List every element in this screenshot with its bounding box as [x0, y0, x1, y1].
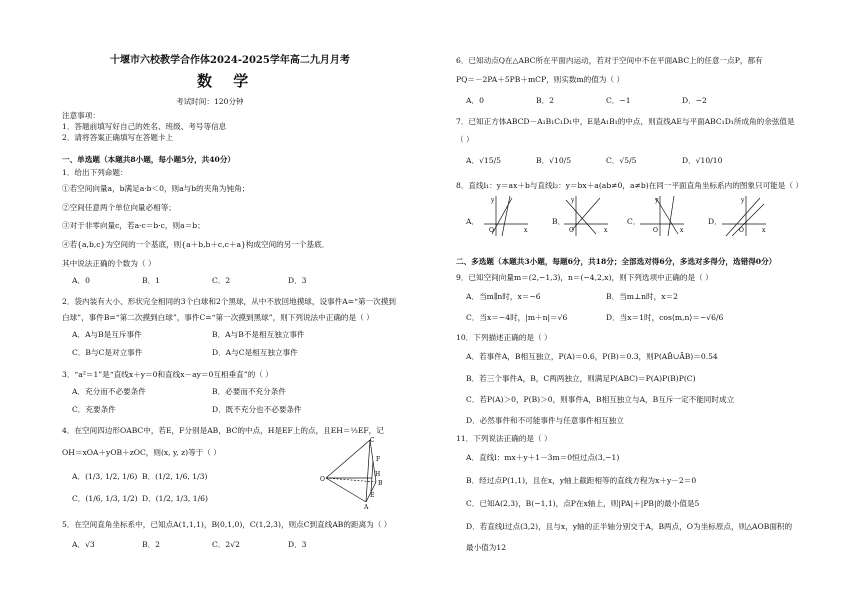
q5-option-d: D．3: [288, 540, 307, 549]
q4-option-a: A．(1/3, 1/2, 1/6): [72, 472, 138, 481]
q1-item: ①若空间向量a，b满足a·b＜0，则a与b的夹角为钝角；: [62, 184, 250, 193]
q7-option-a: A．√15/5: [466, 156, 501, 165]
q8-stem: 8．直线l₁：y＝ax＋b与直线l₂：y＝bx＋a(ab≠0，a≠b)在同一平面直角坐标系内的图象只可能是（ ）: [456, 181, 803, 190]
svg-text:x: x: [604, 227, 608, 234]
q11-option-c: C．已知A(2,3)，B(−1,1)，点P在x轴上，则|PA|＋|PB|的最小值是5: [466, 499, 700, 508]
q3-option-a: A．充分而不必要条件: [72, 387, 146, 396]
exam-time: 考试时间：120分钟: [176, 97, 244, 106]
q1-option-b: B．1: [142, 276, 161, 285]
q9-option-c: C．当x＝−4时，|m＋n|＝√6: [466, 313, 568, 322]
q4-option-d: D．(1/2, 1/3, 1/6): [142, 494, 208, 503]
svg-text:y: y: [491, 197, 495, 204]
q7-line: （ ）: [456, 135, 474, 144]
svg-text:O: O: [653, 227, 658, 234]
tetrahedron-figure: [320, 436, 396, 510]
figure-label-f: F: [376, 456, 381, 463]
q10-stem: 10．下列描述正确的是（ ）: [456, 333, 552, 342]
q1-option-a: A．0: [72, 276, 90, 285]
q11-option-a: A．直线l：mx＋y＋1－3m＝0恒过点(3,−1): [466, 453, 620, 462]
svg-text:y: y: [655, 197, 659, 204]
section-single-choice: 一、单选题（本题共8小题，每小题5分，共40分）: [62, 155, 236, 164]
q8-option-b: B．: [552, 217, 566, 226]
svg-text:x: x: [762, 227, 766, 234]
q1-item: ②空间任意两个单位向量必相等；: [62, 203, 176, 212]
q9-option-d: D．当x＝1时，cos⟨m,n⟩＝−√6/6: [606, 313, 724, 322]
q1-ask: 其中说法正确的个数为（ ）: [62, 259, 156, 268]
q5-stem: 5．在空间直角坐标系中，已知点A(1,1,1)，B(0,1,0)，C(1,2,3)，则点C到直线AB的距离为（ ）: [62, 520, 392, 529]
q5-option-a: A．√3: [72, 540, 95, 549]
q7-line: 7．已知正方体ABCD－A₁B₁C₁D₁中，E是A₁B₁的中点，则直线AE与平面ABC₁D₁所成角的余弦值是: [456, 117, 795, 126]
section-multi-choice: 二、多选题（本题共3小题，每题6分，共18分；全部选对得6分，多选对多得分，选错得0分）: [456, 257, 777, 266]
q5-option-c: C．2√2: [212, 540, 240, 549]
svg-text:y: y: [741, 197, 745, 204]
q2-line: 白球”，事件B=“第二次摸到白球”，事件C=“第一次摸到黑球”，则下列说法中正确的是（ ）: [62, 313, 374, 322]
q8-graph-b: [562, 194, 610, 238]
q11-option-d: D．若直线l过点(3,2)，且与x，y轴的正半轴分别交于A，B两点，O为坐标原点，则△AOB面积的: [466, 522, 793, 531]
note-item: 2．请将答案正确填写在答题卡上: [62, 133, 174, 142]
q6-line: PQ＝－2PA＋5PB＋mCP，则实数m的值为（ ）: [456, 75, 625, 84]
q8-graph-a: [482, 194, 530, 238]
q3-option-c: C．充要条件: [72, 405, 116, 414]
q9-option-a: A．当m∥n时，x＝−6: [466, 292, 541, 301]
q1-item: ④若{a,b,c}为空间的一个基底，则{a＋b,b＋c,c＋a}构成空间的另一个基底．: [62, 240, 330, 249]
right-column: [452, 0, 852, 608]
svg-text:O: O: [489, 227, 494, 234]
q8-option-a: A．: [466, 217, 480, 226]
svg-text:y: y: [571, 197, 575, 204]
svg-text:O: O: [569, 227, 574, 234]
svg-text:x: x: [680, 227, 684, 234]
q6-option-b: B．2: [536, 96, 555, 105]
q7-option-c: C．√5/5: [606, 156, 637, 165]
q6-option-c: C．−1: [606, 96, 631, 105]
q10-option-a: A．若事件A，B相互独立，P(A)＝0.6，P(B)＝0.3，则P(AB̄∪ĀB)＝0.54: [466, 352, 718, 361]
q1-option-d: D．3: [288, 276, 307, 285]
q8-option-c: C．: [627, 217, 641, 226]
svg-text:O: O: [739, 227, 744, 234]
q2-option-c: C．B与C是对立事件: [72, 348, 143, 357]
q1-item: ③对于非零向量c，若a·c＝b·c，则a＝b；: [62, 221, 205, 230]
q11-stem: 11．下列说法正确的是（ ）: [456, 434, 552, 443]
q4-option-c: C．(1/6, 1/3, 1/2): [72, 494, 138, 503]
q4-line: OH＝xOA＋yOB＋zOC，则(x, y, z)等于（ ）: [62, 448, 221, 457]
q2-line: 2．袋内装有大小、形状完全相同的3个白球和2个黑球，从中不放回地摸球，设事件A=“第一次摸到: [62, 297, 396, 306]
q9-stem: 9．已知空间向量m＝(2,−1,3)，n＝(−4,2,x)，则下列选项中正确的是（ ）: [456, 273, 713, 282]
q2-option-d: D．A与C是相互独立事件: [212, 348, 298, 357]
q10-option-b: B．若三个事件A，B，C两两独立，则满足P(ABC)＝P(A)P(B)P(C): [466, 374, 696, 383]
q9-option-b: B．当m⊥n时，x＝2: [606, 292, 678, 301]
q10-option-d: D．必然事件和不可能事件与任意事件相互独立: [466, 416, 624, 425]
q1-stem: 1．给出下列命题：: [62, 168, 128, 177]
q6-option-a: A．0: [466, 96, 484, 105]
left-column: [58, 0, 458, 608]
q10-option-c: C．若P(A)＞0，P(B)＞0，则事件A，B相互独立与A，B互斥一定不能同时成立: [466, 395, 735, 404]
q2-option-a: A．A与B是互斥事件: [72, 330, 142, 339]
q3-option-b: B．必要而不充分条件: [212, 387, 286, 396]
svg-text:x: x: [524, 227, 528, 234]
q4-option-b: B．(1/2, 1/6, 1/3): [142, 472, 208, 481]
figure-label-h: H: [375, 471, 381, 478]
q3-option-d: D．既不充分也不必要条件: [212, 405, 302, 414]
note-item: 1．答题前填写好自己的姓名、班级、考号等信息: [62, 122, 227, 131]
q1-option-c: C．2: [212, 276, 231, 285]
figure-label-b: B: [378, 480, 383, 487]
q5-option-b: B．2: [142, 540, 161, 549]
subject-title: 数 学: [197, 72, 257, 90]
figure-label-o: O: [320, 476, 325, 483]
figure-label-c: C: [370, 437, 375, 444]
q4-line: 4．在空间四边形OABC中，若E，F分别是AB，BC的中点，H是EF上的点，且EH＝⅓EF，记: [62, 426, 384, 435]
notes-heading: 注意事项：: [62, 111, 100, 120]
q8-graph-d: [720, 194, 768, 238]
exam-title: 十堰市六校教学合作体2024-2025学年高二九月月考: [110, 55, 350, 66]
q6-line: 6．已知动点Q在△ABC所在平面内运动，若对于空间中不在平面ABC上的任意一点P，都有: [456, 56, 763, 65]
q6-option-d: D．−2: [682, 96, 707, 105]
figure-label-e: E: [370, 492, 375, 499]
q8-option-d: D．: [708, 217, 722, 226]
q2-option-b: B．A与B不是相互独立事件: [212, 330, 305, 339]
q11-option-b: B．经过点P(1,1)，且在x，y轴上截距相等的直线方程为x＋y－2＝0: [466, 476, 697, 485]
q7-option-b: B．√10/5: [536, 156, 572, 165]
q8-graph-c: [638, 194, 686, 238]
q3-stem: 3．“a²＝1”是“直线x＋y＝0和直线x－ay＝0互相垂直”的（ ）: [62, 370, 273, 379]
figure-label-a: A: [364, 504, 369, 510]
q11-option-d-continued: 最小值为12: [466, 543, 507, 552]
q7-option-d: D．√10/10: [682, 156, 723, 165]
